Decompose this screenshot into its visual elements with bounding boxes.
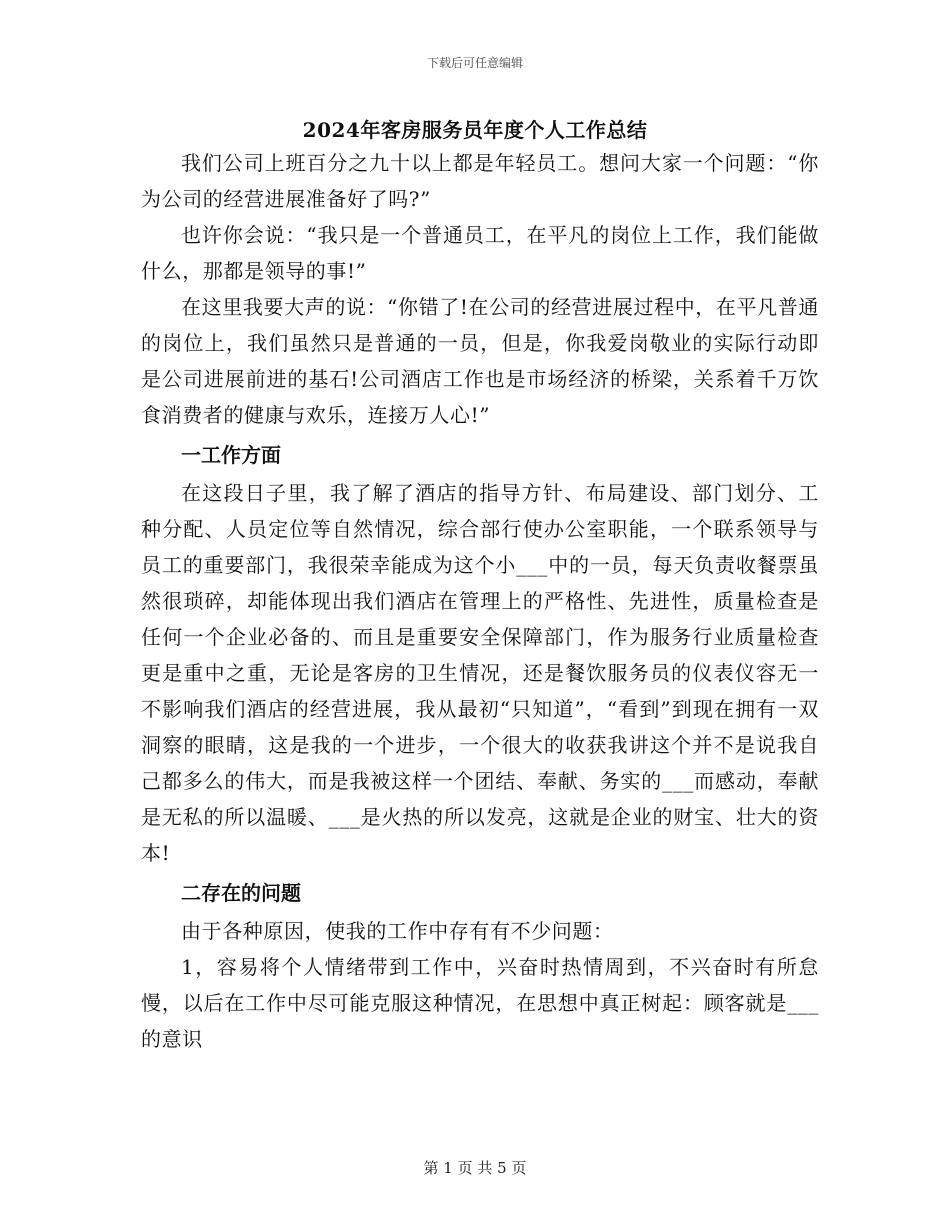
section-heading-problems: 二存在的问题	[181, 881, 301, 905]
header-note: 下载后可任意编辑	[426, 56, 523, 70]
page-number: 第 1 页 共 5 页	[423, 1159, 527, 1177]
body-paragraph: 在这里我要大声的说：“你错了!在公司的经营进展过程中，在平凡普通的岗位上，我们虽然只是普通的一员，但是，你我爱岗敬业的实际行动即是公司进展前进的基石!公司酒店工作也是市场经济的桥梁，关系着千万饮食消费者的健康与欢乐，连接万人心!”	[141, 295, 819, 427]
document-title: 2024年客房服务员年度个人工作总结	[302, 118, 648, 142]
body-paragraph: 也许你会说：“我只是一个普通员工，在平凡的岗位上工作，我们能做什么，那都是领导的事!”	[141, 223, 819, 283]
body-paragraph: 1，容易将个人情绪带到工作中，兴奋时热情周到，不兴奋时有所怠慢，以后在工作中尽可能克服这种情况，在思想中真正树起：顾客就是___的意识	[141, 955, 819, 1051]
body-paragraph: 在这段日子里，我了解了酒店的指导方针、布局建设、部门划分、工种分配、人员定位等自然情况，综合部行使办公室职能，一个联系领导与员工的重要部门，我很荣幸能成为这个小___中的一员，每天负责收餐票虽然很琐碎，却能体现出我们酒店在管理上的严格性、先进性，质量检查是任何一个企业必备的、而且是重要安全保障部门，作为服务行业质量检查更是重中之重，无论是客房的卫生情况，还是餐饮服务员的仪表仪容无一不影响我们酒店的经营进展，我从最初“只知道”，“看到”到现在拥有一双洞察的眼睛，这是我的一个进步，一个很大的收获我讲这个并不是说我自己都多么的伟大，而是我被这样一个团结、奉献、务实的___而感动，奉献是无私的所以温暖、___是火热的所以发亮，这就是企业的财宝、壮大的资本!	[141, 481, 819, 865]
body-paragraph: 由于各种原因，使我的工作中存有有不少问题：	[181, 919, 614, 943]
body-paragraph: 我们公司上班百分之九十以上都是年轻员工。想问大家一个问题：“你为公司的经营进展准备好了吗?”	[141, 151, 819, 211]
section-heading-work: 一工作方面	[181, 443, 281, 467]
document-body	[141, 145, 819, 1057]
